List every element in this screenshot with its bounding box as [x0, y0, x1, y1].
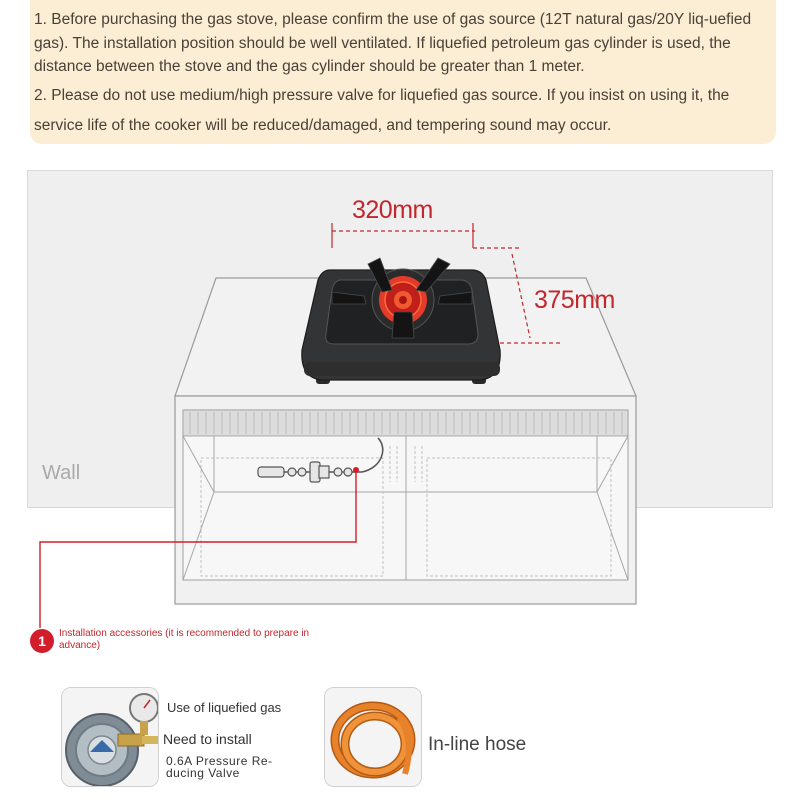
inline-hose-image: [324, 687, 422, 787]
pressure-regulator-image: [61, 687, 159, 787]
width-dimension-label: 320mm: [352, 196, 433, 224]
regulator-label-line3: 0.6A Pressure Re-ducing Valve: [166, 754, 273, 780]
accessory-note: Installation accessories (it is recommended to prepare in advance): [59, 628, 310, 651]
regulator-label-line1: Use of liquefied gas: [167, 700, 282, 715]
accessory-number-badge: 1: [30, 629, 54, 653]
gas-stove-icon: [302, 258, 500, 384]
wall-label: Wall: [42, 462, 81, 484]
regulator-label-line2: Need to install: [163, 731, 252, 747]
depth-dimension-label: 375mm: [534, 286, 615, 314]
cabinet-hatch-band: [183, 410, 628, 436]
hose-icon: [325, 688, 422, 787]
notice-line-2: 2. Please do not use medium/high pressure valve for liquefied gas source. If you insist on using it, the service life of the cooker will be reduced/damaged, and tempering sound may occur.: [34, 86, 730, 134]
hose-label: In-line hose: [428, 734, 527, 755]
regulator-icon: [62, 688, 159, 787]
notice-line-1: 1. Before purchasing the gas stove, please confirm the use of gas source (12T natural gas/20Y liq-uefied gas). The installation position should be well ventilated. If liquefied petroleum gas cylinder is used, the distance between the stove and the gas cylinder should be greater than 1 meter.: [34, 11, 752, 75]
width-dimension-lines: [332, 223, 520, 248]
